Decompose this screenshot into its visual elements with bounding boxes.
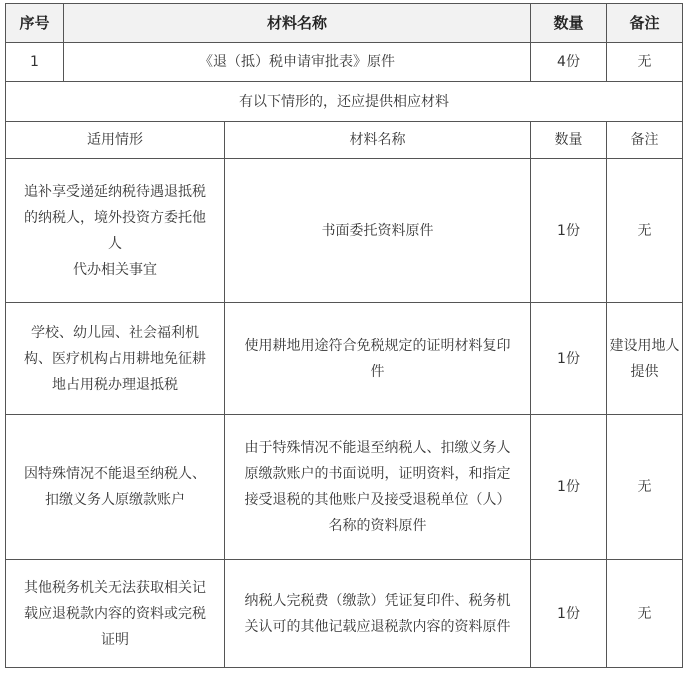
material-line: 纳税人完税费（缴款）凭证复印件、税务机 xyxy=(244,592,511,609)
remarks-line: 无 xyxy=(637,605,652,622)
quantity-cell: 1份 xyxy=(531,560,607,668)
material-line: 名称的资料原件 xyxy=(328,518,427,534)
quantity-cell: 1份 xyxy=(531,415,607,560)
notice-text: 有以下情形的，还应提供相应材料 xyxy=(6,82,683,122)
situation-cell xyxy=(6,560,225,668)
material-line: 书面委托资料原件 xyxy=(321,222,434,239)
material-cell xyxy=(225,159,531,303)
row1-remarks: 无 xyxy=(607,43,683,82)
table-row xyxy=(6,560,683,668)
subheader-quantity: 数量 xyxy=(531,122,607,159)
situation-line: 人 xyxy=(108,235,122,252)
material-line: 原缴款账户的书面说明，证明资料，和指定 xyxy=(244,466,511,482)
subheader-situation: 适用情形 xyxy=(6,122,225,159)
remarks-line: 无 xyxy=(637,222,652,239)
header-quantity: 数量 xyxy=(531,4,607,43)
table-row xyxy=(6,303,683,415)
situation-line: 因特殊情况不能退至纳税人、 xyxy=(24,466,206,482)
situation-line: 证明 xyxy=(101,631,129,648)
situation-line: 载应退税款内容的资料或完税 xyxy=(24,605,206,622)
row1-material: 《退（抵）税申请审批表》原件 xyxy=(64,43,531,82)
table-row xyxy=(6,43,683,82)
quantity-cell: 1份 xyxy=(531,159,607,303)
material-cell xyxy=(225,560,531,668)
subheader-row xyxy=(6,122,683,159)
material-line: 件 xyxy=(370,363,385,380)
remarks-cell xyxy=(607,415,683,560)
table-header-row xyxy=(6,4,683,43)
remarks-line: 提供 xyxy=(630,363,659,380)
materials-table xyxy=(5,3,683,668)
remarks-line: 无 xyxy=(637,479,652,495)
material-line: 由于特殊情况不能退至纳税人、扣缴义务人 xyxy=(244,440,511,456)
situation-line: 代办相关事宜 xyxy=(73,261,157,278)
situation-line: 地占用税办理退抵税 xyxy=(52,376,178,393)
remarks-line: 建设用地人 xyxy=(609,337,680,354)
remarks-cell xyxy=(607,159,683,303)
situation-cell xyxy=(6,415,225,560)
header-material-name: 材料名称 xyxy=(64,4,531,43)
situation-line: 构、医疗机构占用耕地免征耕 xyxy=(24,350,206,367)
material-cell xyxy=(225,303,531,415)
subheader-material-name: 材料名称 xyxy=(225,122,531,159)
row1-seq: 1 xyxy=(6,43,64,82)
table-row xyxy=(6,415,683,560)
situation-line: 的纳税人，境外投资方委托他 xyxy=(24,209,206,226)
material-line: 关认可的其他记载应退税款内容的资料原件 xyxy=(244,618,511,635)
situation-cell xyxy=(6,303,225,415)
row1-quantity: 4份 xyxy=(531,43,607,82)
situation-line: 学校、幼儿园、社会福利机 xyxy=(31,324,199,341)
situation-cell xyxy=(6,159,225,303)
material-cell xyxy=(225,415,531,560)
material-line: 使用耕地用途符合免税规定的证明材料复印 xyxy=(244,337,511,354)
remarks-cell xyxy=(607,560,683,668)
header-seq: 序号 xyxy=(6,4,64,43)
remarks-cell xyxy=(607,303,683,415)
situation-line: 追补享受递延纳税待遇退抵税 xyxy=(24,183,206,200)
header-remarks: 备注 xyxy=(607,4,683,43)
subheader-remarks: 备注 xyxy=(607,122,683,159)
situation-line: 其他税务机关无法获取相关记 xyxy=(24,579,206,596)
table-row xyxy=(6,159,683,303)
notice-row xyxy=(6,82,683,122)
situation-line: 扣缴义务人原缴款账户 xyxy=(45,492,185,508)
quantity-cell: 1份 xyxy=(531,303,607,415)
material-line: 接受退税的其他账户及接受退税单位（人） xyxy=(244,492,511,508)
